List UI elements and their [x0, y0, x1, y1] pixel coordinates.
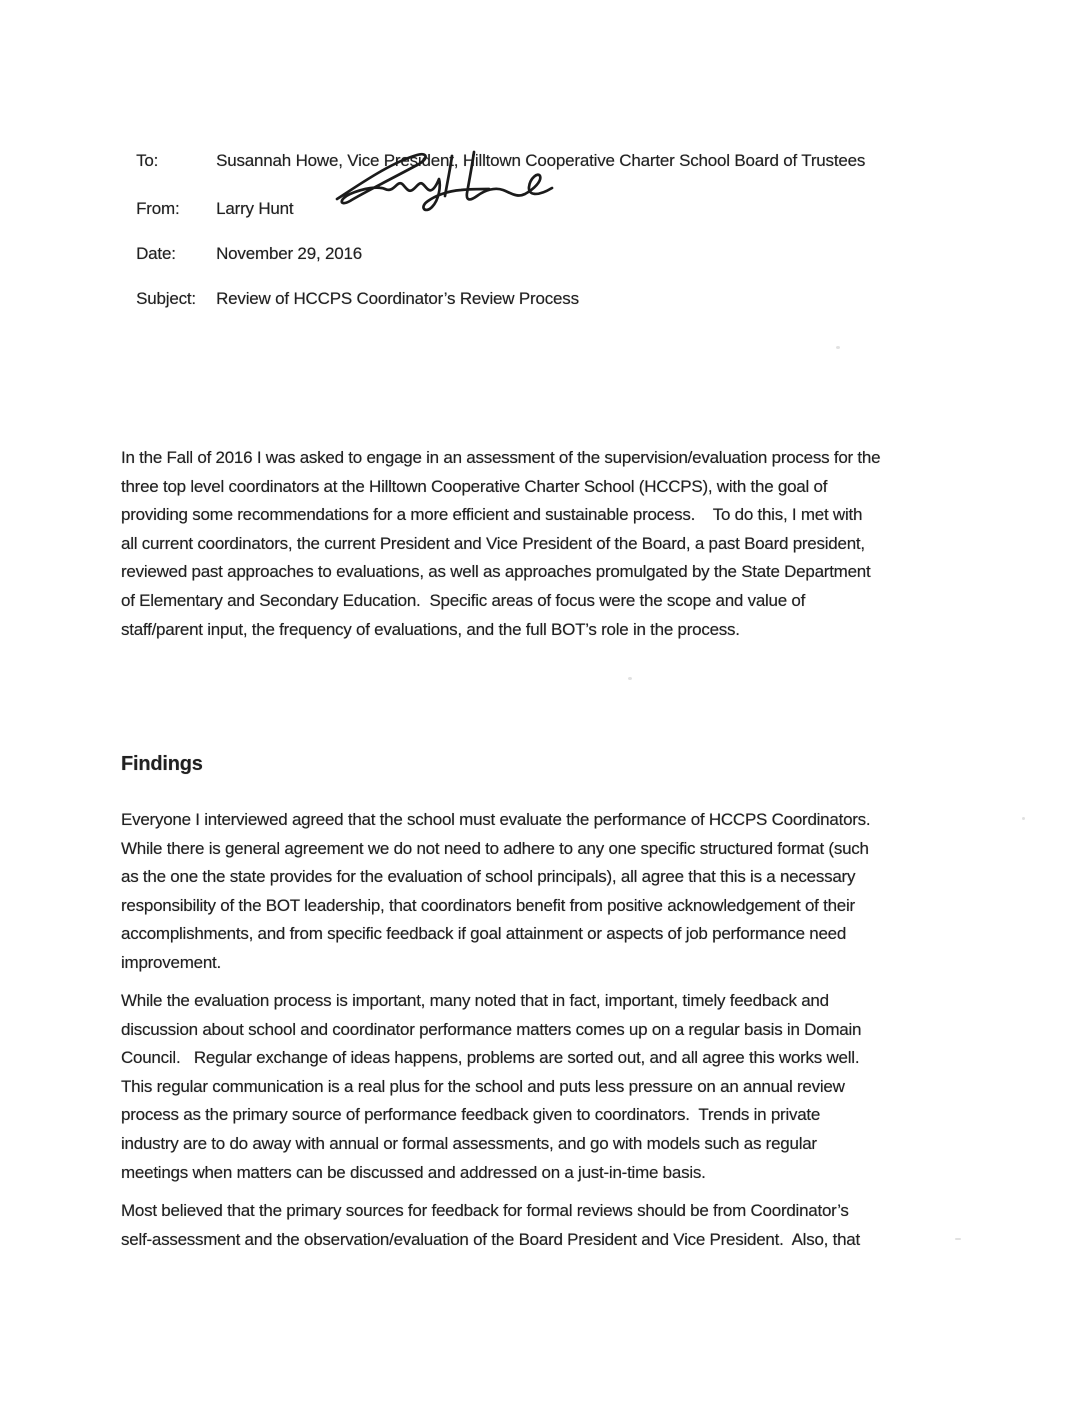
scan-speck — [955, 1238, 961, 1240]
text-line: meetings when matters can be discussed and addressed on a just-in-time basis. — [121, 1162, 706, 1182]
field-label-date: Date: — [136, 244, 176, 263]
text-line: accomplishments, and from specific feedback if goal attainment or aspects of job performance need — [121, 924, 847, 944]
text-line: as the one the state provides for the evaluation of school principals), all agree that this is a necessary — [121, 867, 856, 887]
text-line: While there is general agreement we do not need to adhere to any one specific structured format (such — [121, 838, 869, 858]
text-line: all current coordinators, the current President and Vice President of the Board, a past Board president, — [121, 533, 865, 553]
text-line: providing some recommendations for a more efficient and sustainable process. To do this, I met with — [121, 505, 863, 525]
text-line: Everyone I interviewed agreed that the school must evaluate the performance of HCCPS Coordinators. — [121, 810, 871, 829]
field-value-to: Susannah Howe, Vice President, Hilltown Cooperative Charter School Board of Trustees — [216, 151, 866, 170]
memo-field-subject — [118, 266, 579, 332]
paragraph-feedback-sources — [121, 1197, 860, 1254]
paragraph-evaluation-agreement — [121, 806, 870, 978]
text-line: process as the primary source of performance feedback given to coordinators. Trends in private — [121, 1105, 821, 1125]
paragraph-intro — [121, 444, 880, 644]
text-line: self-assessment and the observation/evaluation of the Board President and Vice President. Also, that — [121, 1229, 860, 1249]
handwritten-signature — [331, 143, 559, 221]
scan-speck — [1022, 817, 1025, 820]
text-line: improvement. — [121, 952, 221, 972]
text-line: This regular communication is a real plus for the school and puts less pressure on an annual review — [121, 1076, 845, 1096]
field-value-from: Larry Hunt — [216, 199, 294, 218]
text-line: of Elementary and Secondary Education. Specific areas of focus were the scope and value of — [121, 590, 806, 610]
scan-speck — [628, 677, 632, 680]
text-line: Council. Regular exchange of ideas happens, problems are sorted out, and all agree this works well. — [121, 1048, 860, 1068]
text-line: three top level coordinators at the Hilltown Cooperative Charter School (HCCPS), with the goal of — [121, 476, 828, 496]
text-line: Most believed that the primary sources for feedback for formal reviews should be from Coordinator’s — [121, 1201, 849, 1220]
paragraph-regular-feedback — [121, 987, 861, 1187]
text-line: reviewed past approaches to evaluations, as well as approaches promulgated by the State Department — [121, 562, 871, 582]
text-line: discussion about school and coordinator performance matters comes up on a regular basis in Domain — [121, 1019, 862, 1039]
text-line: While the evaluation process is important, many noted that in fact, important, timely feedback and — [121, 991, 829, 1010]
findings-heading: Findings — [121, 753, 203, 775]
text-line: In the Fall of 2016 I was asked to engage in an assessment of the supervision/evaluation process for the — [121, 448, 881, 467]
text-line: responsibility of the BOT leadership, that coordinators benefit from positive acknowledgement of their — [121, 895, 855, 915]
field-value-subject: Review of HCCPS Coordinator’s Review Process — [216, 289, 579, 308]
field-value-date: November 29, 2016 — [216, 244, 363, 263]
field-label-from: From: — [136, 199, 180, 218]
field-label-to: To: — [136, 151, 159, 170]
field-label-subject: Subject: — [136, 289, 196, 308]
text-line: staff/parent input, the frequency of evaluations, and the full BOT’s role in the process. — [121, 619, 740, 639]
scan-speck — [836, 346, 840, 349]
text-line: industry are to do away with annual or formal assessments, and go with models such as regular — [121, 1133, 817, 1153]
